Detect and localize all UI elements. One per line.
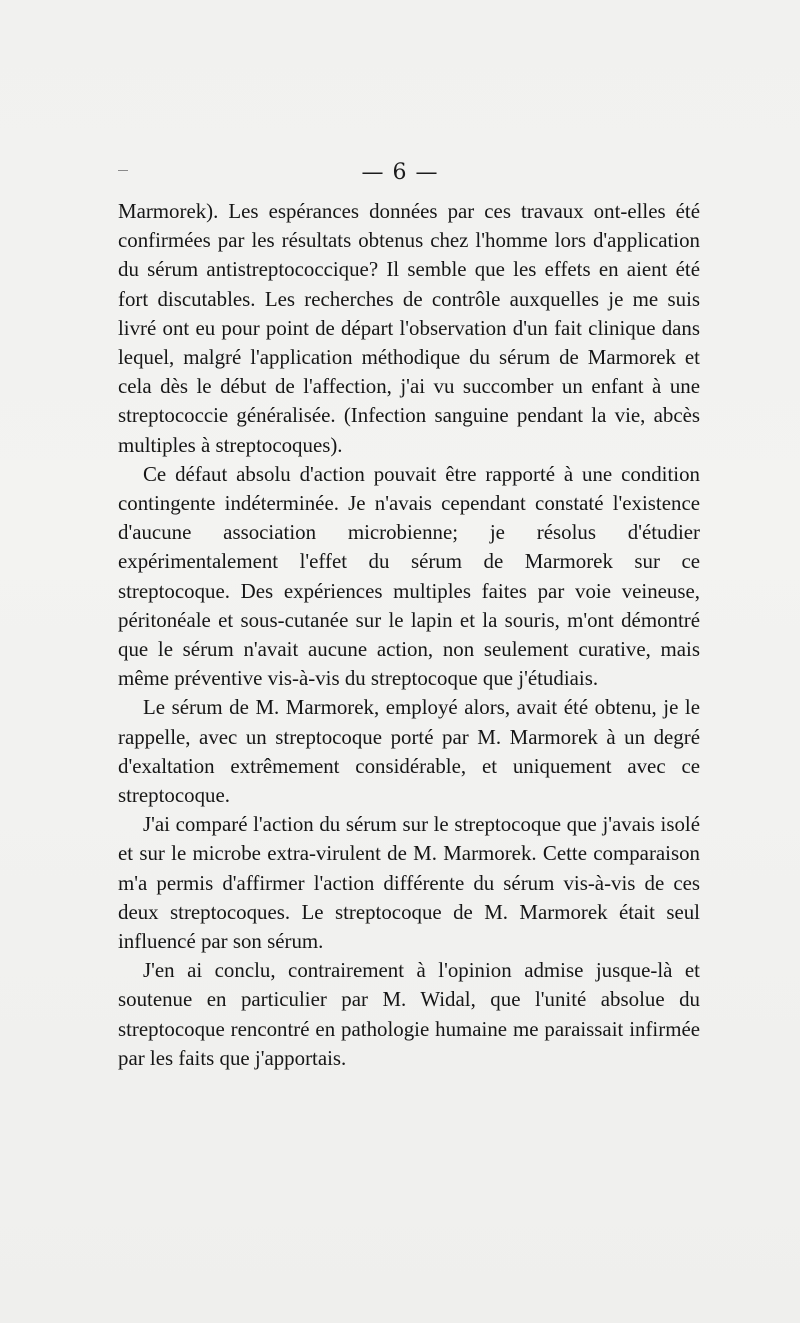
paragraph: Le sérum de M. Marmorek, employé alors, avait été obtenu, je le rappelle, avec un streptocoque porté par M. Marmorek à un degré d'exaltation extrêmement considérable, et uniquement avec ce streptocoque. [118,695,700,808]
page-number: — 6 — [361,160,439,185]
paragraph: Marmorek). Les espérances données par ces travaux ont-elles été confirmées par les résultats obtenus chez l'homme lors d'application du sérum antistreptococcique? Il semble que les effets en aient été fort discutables. Les recherches de contrôle auxquelles je me suis livré ont eu pour point de départ l'observation d'un fait clinique dans lequel, malgré l'application méthodique du sérum de Marmorek et cela dès le début de l'affection, j'ai vu succomber un enfant à une streptococcie généralisée. (Infection sanguine pendant la vie, abcès multiples à streptocoques). [118,199,700,457]
paragraph: J'ai comparé l'action du sérum sur le streptocoque que j'avais isolé et sur le microbe extra-virulent de M. Marmorek. Cette comparaison m'a permis d'affirmer l'action différente du sérum vis-à-vis de ces deux streptocoques. Le streptocoque de M. Marmorek était seul influencé par son sérum. [118,812,700,954]
body-text [118,197,700,1073]
paragraph: Ce défaut absolu d'action pouvait être rapporté à une condition contingente indéterminée. Je n'avais cependant constaté l'existence d'aucune association microbienne; je résolus d'étudier expérimentalement l'effet du sérum de Marmorek sur ce streptocoque. Des expériences multiples faites par voie veineuse, péritonéale et sous-cutanée sur le lapin et la souris, m'ont démontré que le sérum n'avait aucune action, non seulement curative, mais même préventive vis-à-vis du streptocoque que j'étudiais. [118,461,700,691]
paragraph: J'en ai conclu, contrairement à l'opinion admise jusque-là et soutenue en particulier par M. Widal, que l'unité absolue du streptocoque rencontré en pathologie humaine me paraissait infirmée par les faits que j'apportais. [118,958,700,1070]
